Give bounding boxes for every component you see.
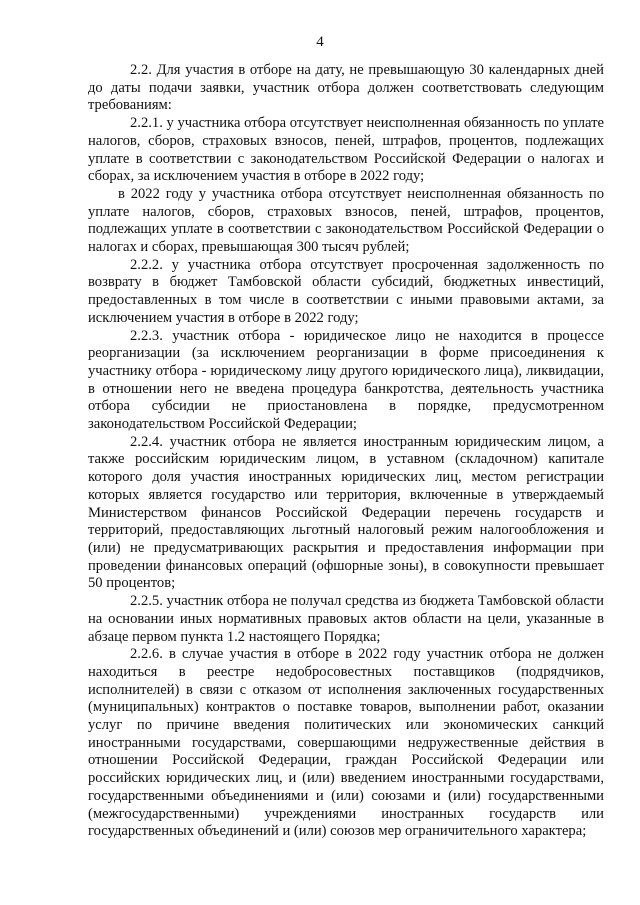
page-number: 4: [316, 34, 324, 50]
paragraph-2-2-4: 2.2.4. участник отбора не является иностранным юридическим лицом, а также российским юридическим лицом, в уставном (складочном) капитале которого доля участия иностранных юридических лиц, местом регистрации которых является государство или территория, включенные в утверждаемый Министерством финансов Российской Федерации перечень государств и территорий, предоставляющих льготный налоговый режим налогообложения и (или) не предусматривающих раскрытия и предоставления информации при проведении финансовых операций (офшорные зоны), в совокупности превышает 50 процентов;: [88, 433, 604, 592]
paragraph-2-2-2: 2.2.2. у участника отбора отсутствует просроченная задолженность по возврату в бюджет Тамбовской области субсидий, бюджетных инвестиций, предоставленных в том числе в соответствии с иными правовыми актами, за исключением участия в отборе в 2022 году;: [88, 256, 604, 326]
paragraph-2-2-3: 2.2.3. участник отбора - юридическое лицо не находится в процессе реорганизации (за исключением реорганизации в форме присоединения к участнику отбора - юридическому лицу другого юридического лица), ликвидации, в отношении него не введена процедура банкротства, деятельность участника отбора субсидии не приостановлена в порядке, предусмотренном законодательством Российской Федерации;: [88, 327, 604, 433]
paragraph-2-2-5: 2.2.5. участник отбора не получал средства из бюджета Тамбовской области на основании иных нормативных правовых актов области на цели, указанные в абзаце первом пункта 1.2 настоящего Порядка;: [88, 593, 604, 645]
paragraph-2-2-1-2022: в 2022 году у участника отбора отсутствует неисполненная обязанность по уплате налогов, сборов, страховых взносов, пеней, штрафов, процентов, подлежащих уплате в соответствии с законодательством Российской Федерации о налогах и сборах, превышающая 300 тысяч рублей;: [88, 185, 604, 256]
document-body: [88, 62, 604, 841]
paragraph-2-2-6: 2.2.6. в случае участия в отборе в 2022 году участник отбора не должен находиться в реестре недобросовестных поставщиков (подрядчиков, исполнителей) в связи с отказом от исполнения заключенных государственных (муниципальных) контрактов о поставке товаров, выполнении работ, оказании услуг по причине введения политических или экономических санкций иностранными государствами, совершающими недружественные действия в отношении Российской Федерации, граждан Российской Федерации или российских юридических лиц, и (или) введением иностранными государствами, государственными объединениями и (или) союзами и (или) государственными (межгосударственными) учреждениями иностранных государств или государственных объединений и (или) союзов мер ограничительного характера;: [88, 646, 604, 840]
paragraph-2-2-1: 2.2.1. у участника отбора отсутствует неисполненная обязанность по уплате налогов, сборов, страховых взносов, пеней, штрафов, процентов, подлежащих уплате в соответствии с законодательством Российской Федерации о налогах и сборах, за исключением участия в отборе в 2022 году;: [88, 115, 604, 185]
paragraph-2-2: 2.2. Для участия в отборе на дату, не превышающую 30 календарных дней до даты подачи заявки, участник отбора должен соответствовать следующим требованиям:: [88, 62, 604, 114]
